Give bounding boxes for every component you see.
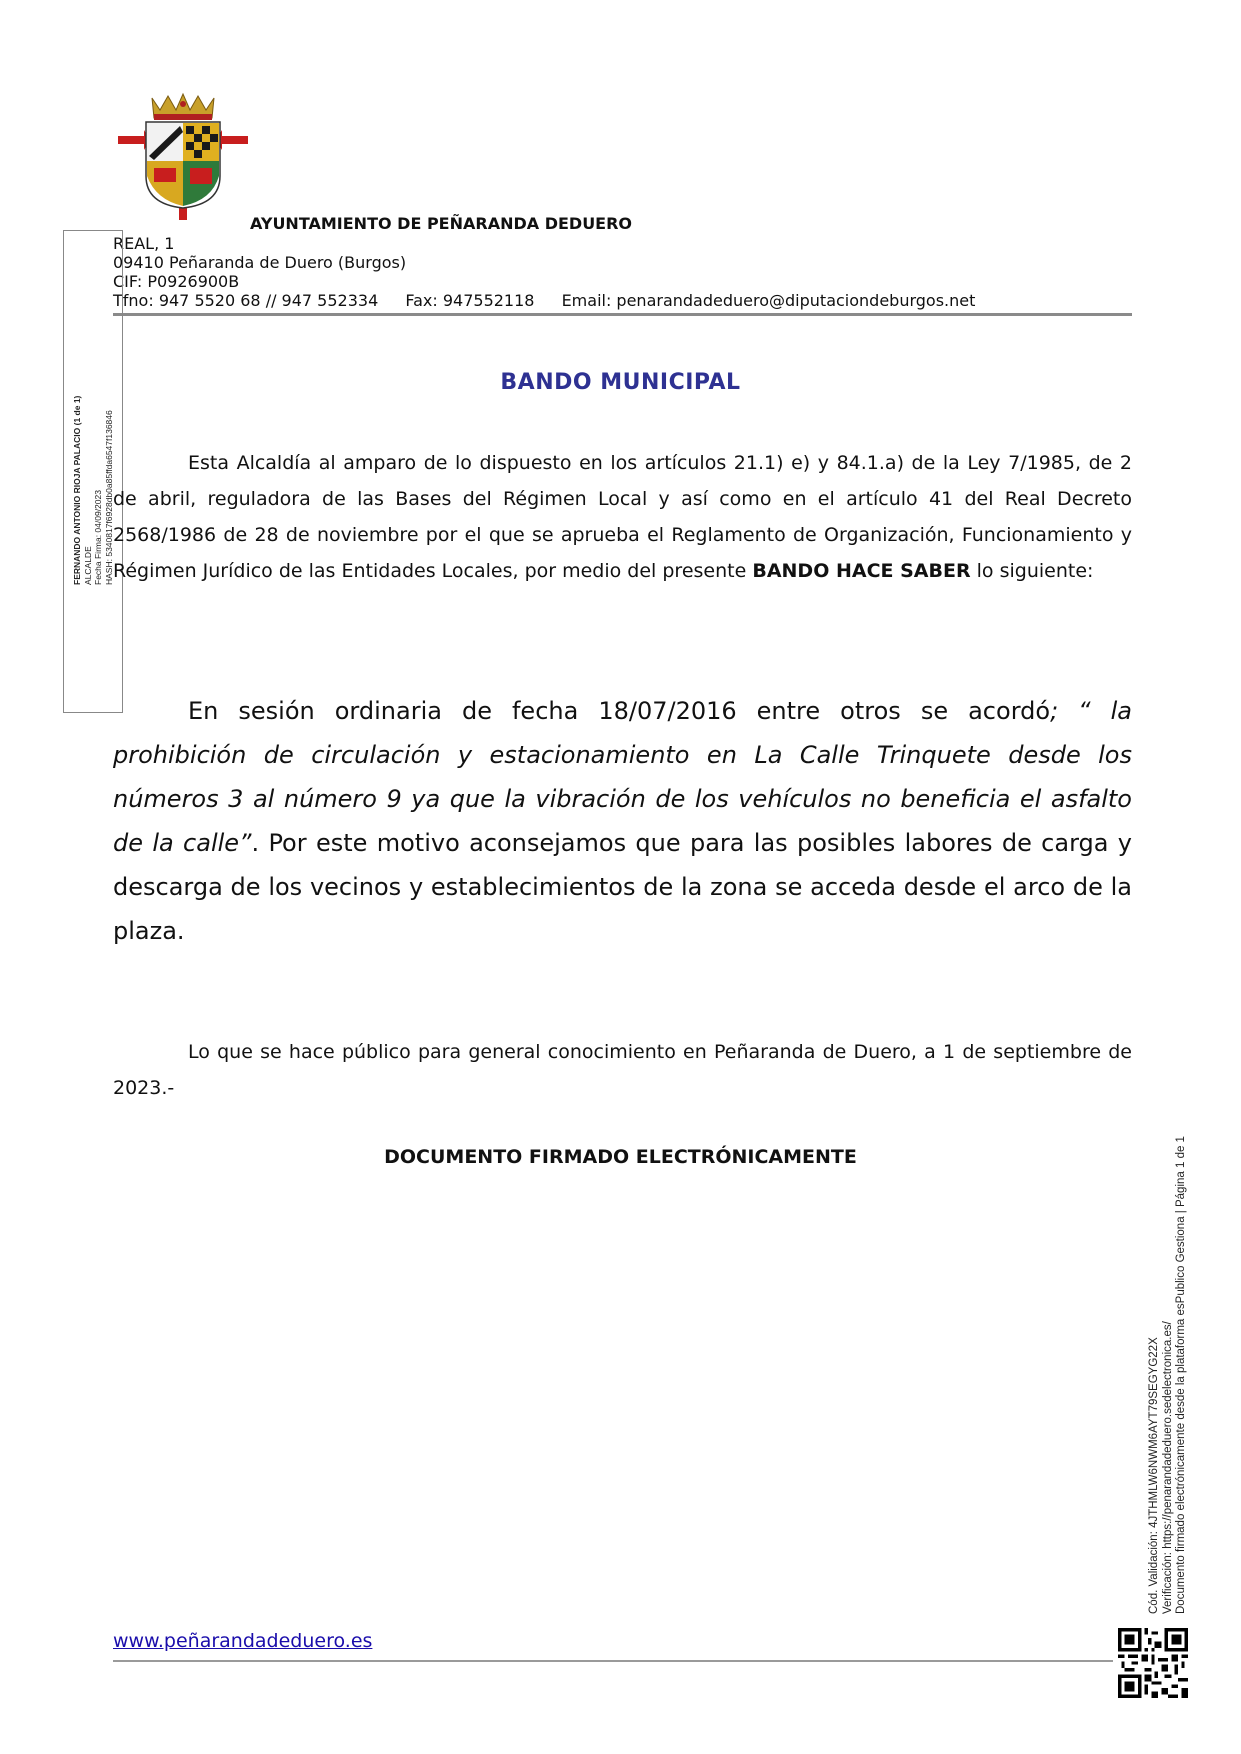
closing-text: Lo que se hace público para general conocimiento en Peñaranda de Duero, a 1 de septiembre de 2023.- bbox=[113, 1041, 1132, 1099]
signature-date: Fecha Firma: 04/09/2023 bbox=[93, 490, 103, 585]
signer-role: ALCALDE bbox=[82, 546, 93, 585]
intro-text: Esta Alcaldía al amparo de lo dispuesto en los artículos 21.1) e) y 84.1.a) de la Ley 7/1985, de 2 de abril, reguladora de las Bases del Régimen Local y así como en el artículo 41 del Real Decreto 2568/1986 de 28 de noviembre por el que se aprueba el Reglamento de Organización, Funcionamiento y Régimen Jurídico de las Entidades Locales, por medio del presente bbox=[113, 452, 1132, 582]
document-title: BANDO MUNICIPAL bbox=[500, 370, 741, 395]
platform-notice: Documento firmado electrónicamente desde la plataforma esPublico Gestiona | Página 1 de 1 bbox=[1175, 1136, 1187, 1614]
intro-paragraph bbox=[113, 445, 1132, 589]
address-street: REAL, 1 bbox=[113, 234, 175, 253]
announcement-rest: . Por este motivo aconsejamos que para las posibles labores de carga y descarga de los vecinos y establecimientos de la zona se acceda desde el arco de la plaza. bbox=[113, 829, 1132, 945]
signature-stamp bbox=[72, 396, 114, 585]
email-address: Email: penarandadeduero@diputaciondeburgos.net bbox=[561, 291, 976, 310]
phone-number: Tfno: 947 5520 68 // 947 552334 bbox=[113, 291, 379, 310]
cif-number: CIF: P0926900B bbox=[113, 272, 240, 291]
coat-of-arms-logo bbox=[116, 92, 250, 220]
organization-name: AYUNTAMIENTO DE PEÑARANDA DEDUERO bbox=[250, 214, 633, 233]
address-city: 09410 Peñaranda de Duero (Burgos) bbox=[113, 253, 407, 272]
announcement-paragraph bbox=[113, 689, 1132, 953]
verification-url: Verificación: https://penarandadeduero.sedelectronica.es/ bbox=[1161, 1321, 1174, 1614]
footer-divider bbox=[113, 1660, 1113, 1662]
address-block bbox=[113, 234, 997, 310]
validation-code: Cód. Validación: 4JTHMLW6NWM6AYT79SEGYG22X bbox=[1148, 1337, 1160, 1614]
verification-stamp bbox=[1148, 1136, 1189, 1614]
website-link[interactable]: www.peñarandadeduero.es bbox=[113, 1630, 373, 1652]
announcement-intro: En sesión ordinaria de fecha 18/07/2016 entre otros se acordó bbox=[188, 697, 1051, 725]
signer-name: FERNANDO ANTONIO RIOJA PALACIO (1 de 1) bbox=[72, 395, 82, 585]
intro-tail-text: lo siguiente: bbox=[970, 560, 1094, 582]
header-divider bbox=[113, 313, 1132, 316]
contact-line bbox=[113, 291, 997, 310]
signature-hash: HASH: 5340817f6928db0a85ffda6547f136846 bbox=[103, 410, 114, 585]
signed-electronically-notice: DOCUMENTO FIRMADO ELECTRÓNICAMENTE bbox=[384, 1146, 857, 1168]
closing-paragraph bbox=[113, 1034, 1132, 1106]
announcement-quote: ; “ la prohibición de circulación y estacionamiento en La Calle Trinquete desde los números 3 al número 9 ya que la vibración de los vehículos no beneficia el asfalto de la calle” bbox=[113, 697, 1132, 857]
fax-number: Fax: 947552118 bbox=[405, 291, 535, 310]
qr-code-icon bbox=[1118, 1628, 1188, 1698]
intro-bold-text: BANDO HACE SABER bbox=[752, 560, 971, 582]
